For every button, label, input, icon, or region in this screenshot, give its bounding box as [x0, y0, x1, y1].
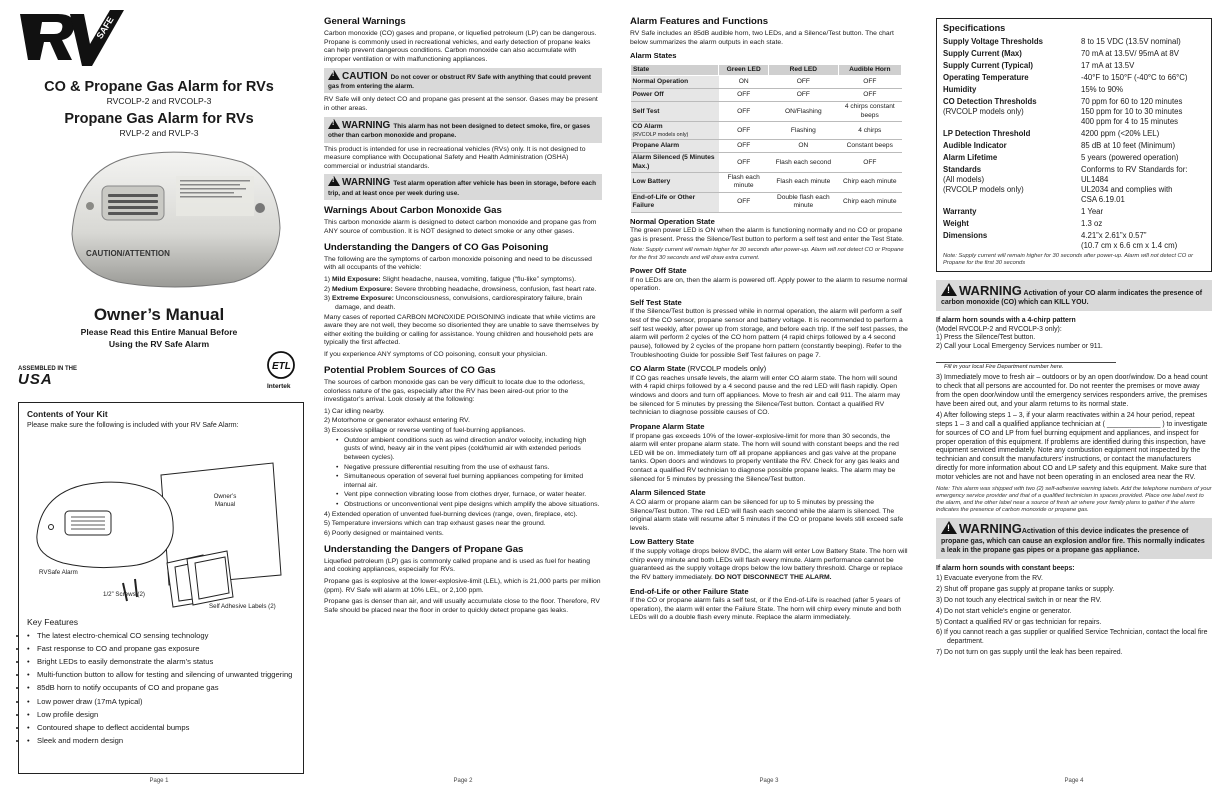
symptoms-list [324, 276, 602, 313]
col-header: Red LED [769, 65, 838, 76]
kit-label-labels: Self Adhesive Labels (2) [209, 603, 276, 610]
feature-item: • • Multi-function button to allow for testing and silencing of unwanted triggering [27, 670, 297, 680]
spec-key [943, 207, 1081, 217]
please-read [14, 327, 304, 350]
spec-rows [943, 37, 1205, 251]
intended-use-text: This product is intended for use in recreational vehicles (RVs) only. It is not designed to measure compliance with Occupational Safety and Health Administration (OSHA) commercial or industrial standards. [324, 145, 586, 170]
horn-cell: Constant beeps [838, 140, 901, 153]
state-label: CO Alarm [632, 123, 663, 131]
models-propane: RVLP-2 and RVLP-3 [119, 128, 199, 138]
red-cell: OFF [769, 76, 838, 89]
power-off-text: If no LEDs are on, then the alarm is powered off. Apply power to the alarm to resume normal operation. [630, 276, 908, 293]
spec-value: 15% to 90% [1081, 85, 1124, 94]
kit-label-manual [205, 493, 245, 509]
low-battery-paragraph [630, 548, 908, 583]
state-label: Propane Alarm [632, 142, 680, 150]
table-row [631, 140, 902, 153]
symptom-text: Slight headache, nausea, vomiting, fatigue (“flu-like” symptoms). [380, 276, 576, 284]
feature-item: • • Low power draw (17mA typical) [27, 697, 297, 707]
feature-item: • • Fast response to CO and propane gas exposure [27, 644, 297, 654]
chirp-step: 1) Press the Silence/Test button. [936, 334, 1036, 342]
spec-row [943, 219, 1205, 229]
source-item: 4) Extended operation of unvented fuel-burning devices (range, oven, fireplace, etc). [324, 510, 578, 518]
warning-text: This alarm has not been designed to detect smoke, fire, or gases other than carbon monoxide and propane. [328, 122, 591, 140]
sources-sub-list [336, 437, 602, 510]
spec-value: 1.3 oz [1081, 219, 1103, 228]
page-3 [630, 0, 908, 792]
green-cell: OFF [719, 89, 769, 102]
detect-text: RV Safe will only detect CO and propane gas present at the sensor. Gases may be present in other areas. [324, 96, 598, 113]
co-alarm-text: If CO gas reaches unsafe levels, the alarm will enter CO alarm state. The horn will sound with 4 rapid chirps followed by a 4 second pause and the red LED will flash rapidly. Open windows and doors and turn off appliances. Move to fresh air and call 911. The alarm may be silenced for 5 minutes by pressing the Silence/Test button. Contact a qualified RV technician to diagnose possible causes of CO. [630, 374, 901, 417]
co-warnings-heading: Warnings About Carbon Monoxide Gas [324, 205, 502, 217]
spec-key [943, 97, 1081, 127]
state-label: Normal Operation [632, 78, 689, 86]
if-experience-text: If you experience ANY symptoms of CO poisoning, consult your physician. [324, 351, 548, 359]
col-header: State [631, 65, 719, 76]
fire-dept-fill-in-line[interactable] [936, 355, 1116, 363]
spec-row [943, 73, 1205, 83]
alarm-states-table [630, 64, 902, 212]
red-cell: Double flash each minute [769, 192, 838, 212]
spec-key-label: Operating Temperature [943, 72, 1029, 82]
power-off-heading: Power Off State [630, 265, 687, 275]
co-alarm-heading [630, 364, 908, 374]
spec-key [943, 61, 1081, 71]
constant-step: 1) Evacuate everyone from the RV. [936, 575, 1043, 583]
constant-step: 3) Do not touch any electrical switch in or near the RV. [936, 596, 1102, 604]
kit-label-manual-text: Owner’s Manual [213, 493, 237, 508]
page-4 [936, 0, 1212, 792]
warning-triangle-icon [941, 521, 957, 534]
propane-alarm-text: If propane gas exceeds 10% of the lower-explosive-limit for more than 30 seconds, the alarm will enter propane alarm state. The horn will sound with constant beeps and the red LED will be on. Immediately turn off all propane appliances and gas valve at the propane tanks. Open doors and windows to properly ventilate the RV. Check for any gas leaks and contact a qualified RV technician to diagnose possible propane leaks. The alarm may be silenced for 5 minutes by pressing the Silence/Test button. [630, 432, 900, 483]
symptom-label: Medium Exposure: [331, 285, 393, 293]
spec-value: 1 Year [1081, 206, 1104, 216]
chirp-models: (Model RVCOLP-2 and RVCOLP-3 only): [936, 325, 1062, 333]
feature-item: • • Sleek and modern design [27, 736, 297, 746]
spec-key-sub: (All models) (RVCOLP models only) [943, 175, 1024, 194]
spec-row [943, 97, 1205, 127]
symptom-num: 3) [324, 295, 331, 303]
co-warning-text: Activation of your CO alarm indicates the presence of carbon monoxide (CO) which can KILL YOU. [941, 289, 1203, 307]
silenced-text: A CO alarm or propane alarm can be silenced for up to 5 minutes by pressing the Silence/Test button. The red LED will flash each second while the alarm is silenced. The original alarm state will resume after 5 minutes if the CO or propane levels still exceed safe levels. [630, 498, 904, 532]
propane-dangers-heading: Understanding the Dangers of Propane Gas [324, 543, 524, 555]
key-features-list [27, 631, 297, 749]
constant-step: 7) Do not turn on gas supply until the leak has been repaired. [936, 648, 1123, 656]
state-label: Power Off [632, 91, 664, 99]
spec-row [943, 165, 1205, 205]
red-cell: ON/Flashing [769, 102, 838, 122]
normal-op-note: Note: Supply current will remain higher for 30 seconds after power-up. Alarm will not detect CO or Propane for the first 30 seconds and will draw extra current. [630, 247, 904, 261]
state-cell [631, 89, 719, 102]
green-cell: OFF [719, 102, 769, 122]
kit-label-alarm: RVSafe Alarm [39, 569, 78, 576]
table-row [631, 192, 902, 212]
green-cell: OFF [719, 140, 769, 153]
spec-key [943, 37, 1081, 47]
please-read-line-1: Please Read this Entire Manual Before [80, 327, 238, 337]
red-cell: OFF [769, 89, 838, 102]
kit-contents-box [18, 402, 304, 774]
table-row [631, 102, 902, 122]
silenced-heading: Alarm Silenced State [630, 488, 706, 498]
owners-manual-title: Owner’s Manual [93, 305, 225, 324]
state-label: Alarm Silenced (5 Minutes Max.) [632, 154, 715, 170]
co-warnings-text: This carbon monoxide alarm is designed to detect carbon monoxide and propane gas from ANY source of combustion. It is NOT designed to detect smoke or any other gases. [324, 219, 597, 236]
self-test-text: If the Silence/Test button is pressed while in normal operation, the alarm will perform a self test of the CO sensor, propane sensor and battery voltage. It is recommended to perform a self test weekly, after power up from storage, and before each trip. If the self test passes, the alarm will perform 2 cycles of the CO horn pattern (4 rapid chirps followed by a 4 second pause), followed by 2 cycles of the propane horn pattern (constantly beeping). Refer to the Troubleshooting Guide for possible Self Test failures on page 7. [630, 308, 908, 359]
constant-beeps-heading: If alarm horn sounds with constant beeps: [936, 564, 1075, 572]
spec-key [943, 129, 1081, 139]
table-row [631, 76, 902, 89]
spec-key [943, 153, 1081, 163]
spec-row [943, 129, 1205, 139]
spec-key-label: Humidity [943, 85, 977, 94]
kit-title: Contents of Your Kit [27, 409, 108, 419]
table-header-row [631, 65, 902, 76]
symptom-num: 2) [324, 285, 331, 293]
specifications-box [936, 18, 1212, 272]
state-cell [631, 153, 719, 173]
chirp-note: Note: This alarm was shipped with two (2) self-adhesive warning labels. Add the telephone numbers of your emergency service provider and that of a qualified technician in spaces provided. Place one label next to the alarm, and the other label near a source of fresh air where your family plans to gather if the alarm indicates the presence of carbon monoxide or propane gas. [936, 485, 1212, 514]
constant-beeps-steps [936, 575, 1212, 657]
spec-key [943, 165, 1081, 205]
warning-text: Test alarm operation after vehicle has been in storage, before each trip, and at least once per week during use. [328, 180, 597, 198]
source-item: 6) Poorly designed or maintained vents. [324, 529, 444, 537]
warning-box-1 [324, 117, 602, 143]
source-item: 1) Car idling nearby. [324, 407, 385, 415]
co-sources-text: The sources of carbon monoxide gas can be very difficult to locate due to the odorless, colorless nature of the gas, especially after the RV has been aired-out prior to the investigator’s arrival. Look closely at the following: [324, 378, 585, 404]
state-cell [631, 102, 719, 122]
propane-text-1: Liquefied petroleum (LP) gas is commonly called propane and is used as fuel for heating and cooking appliances, especially for RVs. [324, 557, 590, 574]
state-label: End-of-Life or Other Failure [632, 193, 696, 210]
alarm-states-body [631, 76, 902, 212]
spec-value: 70 ppm for 60 to 120 minutes 150 ppm for 10 to 30 minutes 400 ppm for 4 to 15 minutes [1081, 97, 1183, 126]
constant-step: 2) Shut off propane gas supply at propane tanks or supply. [936, 586, 1115, 594]
logo-safe-text: SAFE [94, 14, 116, 41]
normal-op-heading: Normal Operation State [630, 216, 715, 226]
warning-triangle-icon [328, 176, 340, 186]
alarm-states-heading: Alarm States [630, 51, 677, 61]
horn-cell: OFF [838, 89, 901, 102]
low-battery-text: If the supply voltage drops below 8VDC, the alarm will enter Low Battery State. The horn will chirp every minute and both LEDs will flash every minute. Alarm performance cannot be guaranteed as the supply voltage drops below the low battery threshold. Charge or replace the RV battery immediately. [630, 548, 908, 581]
symptom-item [324, 295, 602, 312]
green-cell: ON [719, 76, 769, 89]
spec-key-label: Supply Current (Max) [943, 48, 1022, 58]
symptom-text: Severe throbbing headache, drowsiness, confusion, fast heart rate. [392, 285, 597, 293]
alarm-device-photo [64, 142, 286, 290]
feature-item: • • Bright LEDs to easily demonstrate the alarm’s status [27, 657, 297, 667]
constant-step: 5) Contact a qualified RV or gas technician for repairs. [936, 618, 1102, 626]
co-warning-box [936, 280, 1212, 311]
spec-key-label: Supply Voltage Thresholds [943, 36, 1043, 46]
spec-row [943, 49, 1205, 59]
spec-key-label: Warranty [943, 206, 977, 216]
chirp-pattern-heading: If alarm horn sounds with a 4-chirp pattern [936, 316, 1076, 324]
many-cases-text: Many cases of reported CARBON MONOXIDE POISONING indicate that while victims are aware they are not well, they become so disoriented they are unable to save themselves by either exiting the building or calling for assistance. Young children and household pets are typically the first affected. [324, 313, 599, 347]
etl-label: Intertek [267, 383, 291, 390]
state-note: (RVCOLP models only) [632, 131, 689, 138]
spec-row [943, 153, 1205, 163]
warning-triangle-icon [941, 283, 957, 296]
chirp-step: 2) Call your Local Emergency Services number or 911. [936, 343, 1103, 351]
spec-row [943, 37, 1205, 47]
co-warning-title: WARNING [959, 282, 1022, 298]
spec-row [943, 85, 1205, 95]
spec-value: 17 mA at 13.5V [1081, 60, 1135, 70]
co-sources-heading: Potential Problem Sources of CO Gas [324, 364, 496, 376]
warning-title: WARNING [342, 119, 391, 131]
red-cell: Flashing [769, 122, 838, 140]
spec-key-sub: (RVCOLP models only) [943, 106, 1024, 116]
table-row [631, 122, 902, 140]
symptom-item [324, 286, 602, 295]
usa-text: USA [18, 371, 53, 388]
general-warnings-heading: General Warnings [324, 16, 406, 27]
horn-cell: 4 chirps [838, 122, 901, 140]
spec-value: Conforms to RV Standards for: UL1484 UL2034 and complies with CSA 6.19.01 [1081, 165, 1188, 204]
spec-row [943, 231, 1205, 251]
co-dangers-text: The following are the symptoms of carbon monoxide poisoning and need to be discussed with all occupants of the vehicle: [324, 255, 592, 272]
low-battery-bold: DO NOT DISCONNECT THE ALARM. [712, 573, 832, 581]
source-sub-item: • Simultaneous operation of several fuel burning appliances competing for limited internal air. [336, 473, 602, 490]
eol-heading: End-of-Life or other Failure State [630, 586, 749, 596]
propane-alarm-heading: Propane Alarm State [630, 421, 705, 431]
constant-step: 6) If you cannot reach a gas supplier or qualified Service Technician, contact the local fire department. [936, 629, 1208, 646]
title-propane: Propane Gas Alarm for RVs [64, 111, 254, 127]
low-battery-heading: Low Battery State [630, 537, 695, 547]
fire-dept-fill-in-label: Fill in your local Fire Department number here. [944, 363, 1064, 370]
horn-cell: Chirp each minute [838, 192, 901, 212]
spec-value: 70 mA at 13.5V/ 95mA at 8V [1081, 48, 1179, 58]
state-label: Self Test [632, 107, 660, 115]
state-cell [631, 173, 719, 193]
feature-item: • • Contoured shape to deflect accidental bumps [27, 723, 297, 733]
page-number: Page 1 [149, 778, 169, 785]
spec-row [943, 207, 1205, 217]
horn-cell: OFF [838, 153, 901, 173]
spec-key-label: Weight [943, 219, 969, 228]
warning-triangle-icon [328, 70, 340, 80]
sources-list-2 [324, 511, 602, 539]
eol-text: If the CO or propane alarm fails a self test, or if the End-of-Life is reached (after 5 years of operation), the alarm will enter the Failure State. The horn will chirp every minute and both LEDs will do a double flash every minute. Replace the alarm immediately. [630, 597, 902, 622]
constant-step: 4) Do not start vehicle’s engine or generator. [936, 607, 1072, 615]
warning-title: WARNING [342, 177, 391, 189]
spec-key [943, 49, 1081, 59]
col-header: Audible Horn [838, 65, 901, 76]
assembled-in-usa-logo [18, 366, 104, 388]
spec-key [943, 219, 1081, 229]
caution-title: CAUTION [342, 70, 388, 82]
red-cell: Flash each minute [769, 173, 838, 193]
table-row [631, 173, 902, 193]
horn-cell: 4 chirps constant beeps [838, 102, 901, 122]
models-co: RVCOLP-2 and RVCOLP-3 [106, 96, 212, 106]
spec-value: 85 dB at 10 feet (Minimum) [1081, 141, 1176, 151]
kit-contents-illustration [27, 451, 293, 611]
spec-key-label: Supply Current (Typical) [943, 60, 1033, 70]
spec-key-label: LP Detection Threshold [943, 128, 1031, 138]
horn-cell: OFF [838, 76, 901, 89]
kit-label-screws: 1/2” Screws (2) [103, 591, 145, 598]
key-features-title: Key Features [27, 617, 79, 627]
spec-row [943, 61, 1205, 71]
svg-text:ETL: ETL [272, 361, 291, 372]
source-item: 2) Motorhome or generator exhaust entering RV. [324, 417, 470, 425]
source-item: 3) Excessive spillage or reverse venting of fuel-burning appliances. [324, 427, 526, 434]
chirp-step-3: 3) Immediately move to fresh air – outdoors or by an open door/window. Do a head count to check that all persons are accounted for. Do not reenter the premises or move away from the open door/window until the emergency services responders arrive, the premises have been aired out, and your alarm returns to its normal state. [936, 374, 1208, 408]
state-label: Low Battery [632, 178, 671, 186]
page-2 [324, 0, 602, 792]
horn-cell: Chirp each minute [838, 173, 901, 193]
co-alarm-title: CO Alarm State [630, 364, 686, 374]
self-test-heading: Self Test State [630, 297, 682, 307]
sources-list [324, 408, 602, 436]
state-cell [631, 192, 719, 212]
table-row [631, 153, 902, 173]
symptom-label: Mild Exposure: [331, 276, 381, 284]
feature-item: • • The latest electro-chemical CO sensing technology [27, 631, 297, 641]
propane-warning-box [936, 518, 1212, 558]
please-read-line-2: Using the RV Safe Alarm [108, 338, 210, 349]
propane-warning-title: WARNING [959, 521, 1022, 537]
spec-key [943, 73, 1081, 83]
col-header: Green LED [719, 65, 769, 76]
co-alarm-note: (RVCOLP models only) [685, 364, 767, 374]
etl-intertek-logo [262, 350, 300, 390]
propane-text-3: Propane gas is denser than air, and will usually accumulate close to the floor. Therefore, RV Safe should be placed near the floor in order to quickly detect propane gas leaks. [324, 598, 600, 614]
feature-item: • • 85dB horn to notify occupants of CO and propane gas [27, 683, 297, 693]
spec-key-label: Audible Indicator [943, 141, 1007, 151]
spec-key-label: Alarm Lifetime [943, 153, 998, 163]
green-cell: OFF [719, 192, 769, 212]
spec-value: 4.21”x 2.61”x 0.57” (10.7 cm x 6.6 cm x 1.4 cm) [1081, 231, 1178, 250]
rv-safe-logo [18, 8, 128, 70]
title-co: CO & Propane Gas Alarm for RVs [44, 79, 274, 95]
warning-box-2 [324, 174, 602, 200]
source-sub-item: • Vent pipe connection vibrating loose from clothes dryer, furnace, or water heater. [336, 491, 602, 500]
state-cell [631, 122, 719, 140]
spec-value: 4200 ppm (<20% LEL) [1081, 128, 1160, 138]
assembled-text: ASSEMBLED IN THE [18, 366, 78, 372]
spec-note: Note: Supply current will remain higher for 30 seconds after power-up. Alarm will not detect CO or Propane for the first 30 seconds [943, 253, 1194, 267]
source-sub-item: • Obstructions or unconventional vent pipe designs which amplify the above situations. [336, 501, 602, 510]
spec-value: 8 to 15 VDC (13.5V nominal) [1081, 36, 1181, 46]
propane-text-2: Propane gas is explosive at the lower-explosive-limit (LEL), which is 21,000 parts per million (ppm). RV Safe will alarm at 10% LEL, or 2,100 ppm. [324, 577, 601, 594]
green-cell: Flash each minute [719, 173, 769, 193]
green-cell: OFF [719, 153, 769, 173]
spec-row [943, 141, 1205, 151]
general-warnings-text: Carbon monoxide (CO) gases and propane, or liquefied petroleum (LP) can be dangerous. Propane is commonly used in recreational vehicles, and early detection of propane leaks can help prevent dangerous conditions. Carbon monoxide can also accumulate with improper ventilation or with malfunctioning appliances. [324, 30, 597, 64]
kit-intro: Please make sure the following is included with your RV Safe Alarm: [27, 421, 239, 429]
source-sub-item: • Negative pressure differential resulting from the use of exhaust fans. [336, 464, 602, 473]
red-cell: ON [769, 140, 838, 153]
spec-key-label: CO Detection Thresholds [943, 97, 1037, 107]
spec-value: 5 years (powered operation) [1081, 153, 1179, 163]
specifications-title: Specifications [943, 23, 1006, 33]
symptom-num: 1) [324, 276, 331, 284]
spec-key [943, 85, 1081, 95]
spec-key [943, 141, 1081, 151]
propane-warning-text: Activation of this device indicates the presence of propane gas, which can cause an explosion and/or fire. This normally indicates a leak in the propane gas pipes or a propane gas appliance. [941, 528, 1205, 554]
normal-op-text: The green power LED is ON when the alarm is functioning normally and no CO or propane gas is present. Press the Silence/Test button to perform a self test and enter the Test State. [630, 227, 904, 243]
feature-item: • • Low profile design [27, 710, 297, 720]
table-row [631, 89, 902, 102]
red-cell: Flash each second [769, 153, 838, 173]
symptom-item [324, 276, 602, 285]
chirp-step-4: 4) After following steps 1 – 3, if your alarm reactivates within a 24 hour period, repeat steps 1 – 3 and call a qualified appliance technician at ( ______________ ) to investigate for sources of CO and LP from fuel burning equipment and appliances, and inspect for proper operation of this equipment. If problems are identified during this inspection, have equipment serviced immediately. Note any combustion equipment not inspected by the technician and consult the manufacturers’ instructions, or contact the manufacturers directly for more information about CO and LP safety and this equipment. Make sure that motor vehicles are not and have not been operating in an enclosed area near the RV. [936, 412, 1208, 481]
spec-key-label: Standards [943, 165, 982, 175]
page-number: Page 3 [759, 778, 779, 785]
page-1 [14, 0, 304, 792]
page-number: Page 2 [453, 778, 473, 785]
caution-box [324, 68, 602, 94]
co-dangers-heading: Understanding the Dangers of CO Gas Poisoning [324, 241, 549, 253]
features-functions-heading: Alarm Features and Functions [630, 16, 769, 27]
warning-triangle-icon [328, 119, 340, 129]
source-item: 5) Temperature inversions which can trap exhaust gases near the ground. [324, 520, 546, 528]
page-number: Page 4 [1064, 778, 1084, 785]
symptom-label: Extreme Exposure: [331, 295, 394, 303]
device-caution-label: CAUTION/ATTENTION [86, 249, 170, 258]
state-cell [631, 140, 719, 153]
caution-text: Do not cover or obstruct RV Safe with anything that could prevent gas from entering the alarm. [328, 73, 592, 91]
state-cell [631, 76, 719, 89]
symptom-text: Unconsciousness, convulsions, cardiorespiratory failure, brain damage, and death. [335, 295, 583, 311]
spec-key-label: Dimensions [943, 231, 988, 241]
features-intro: RV Safe includes an 85dB audible horn, two LEDs, and a Silence/Test button. The chart below summarizes the alarm outputs in each state. [630, 30, 894, 46]
green-cell: OFF [719, 122, 769, 140]
source-sub-item: • Outdoor ambient conditions such as wind direction and/or velocity, including high gusts of wind, heavy air in the vent pipes (cold/humid air with extended periods between cycles). [336, 437, 602, 463]
spec-value: -40°F to 150°F (-40°C to 66°C) [1081, 72, 1188, 82]
spec-key [943, 231, 1081, 251]
